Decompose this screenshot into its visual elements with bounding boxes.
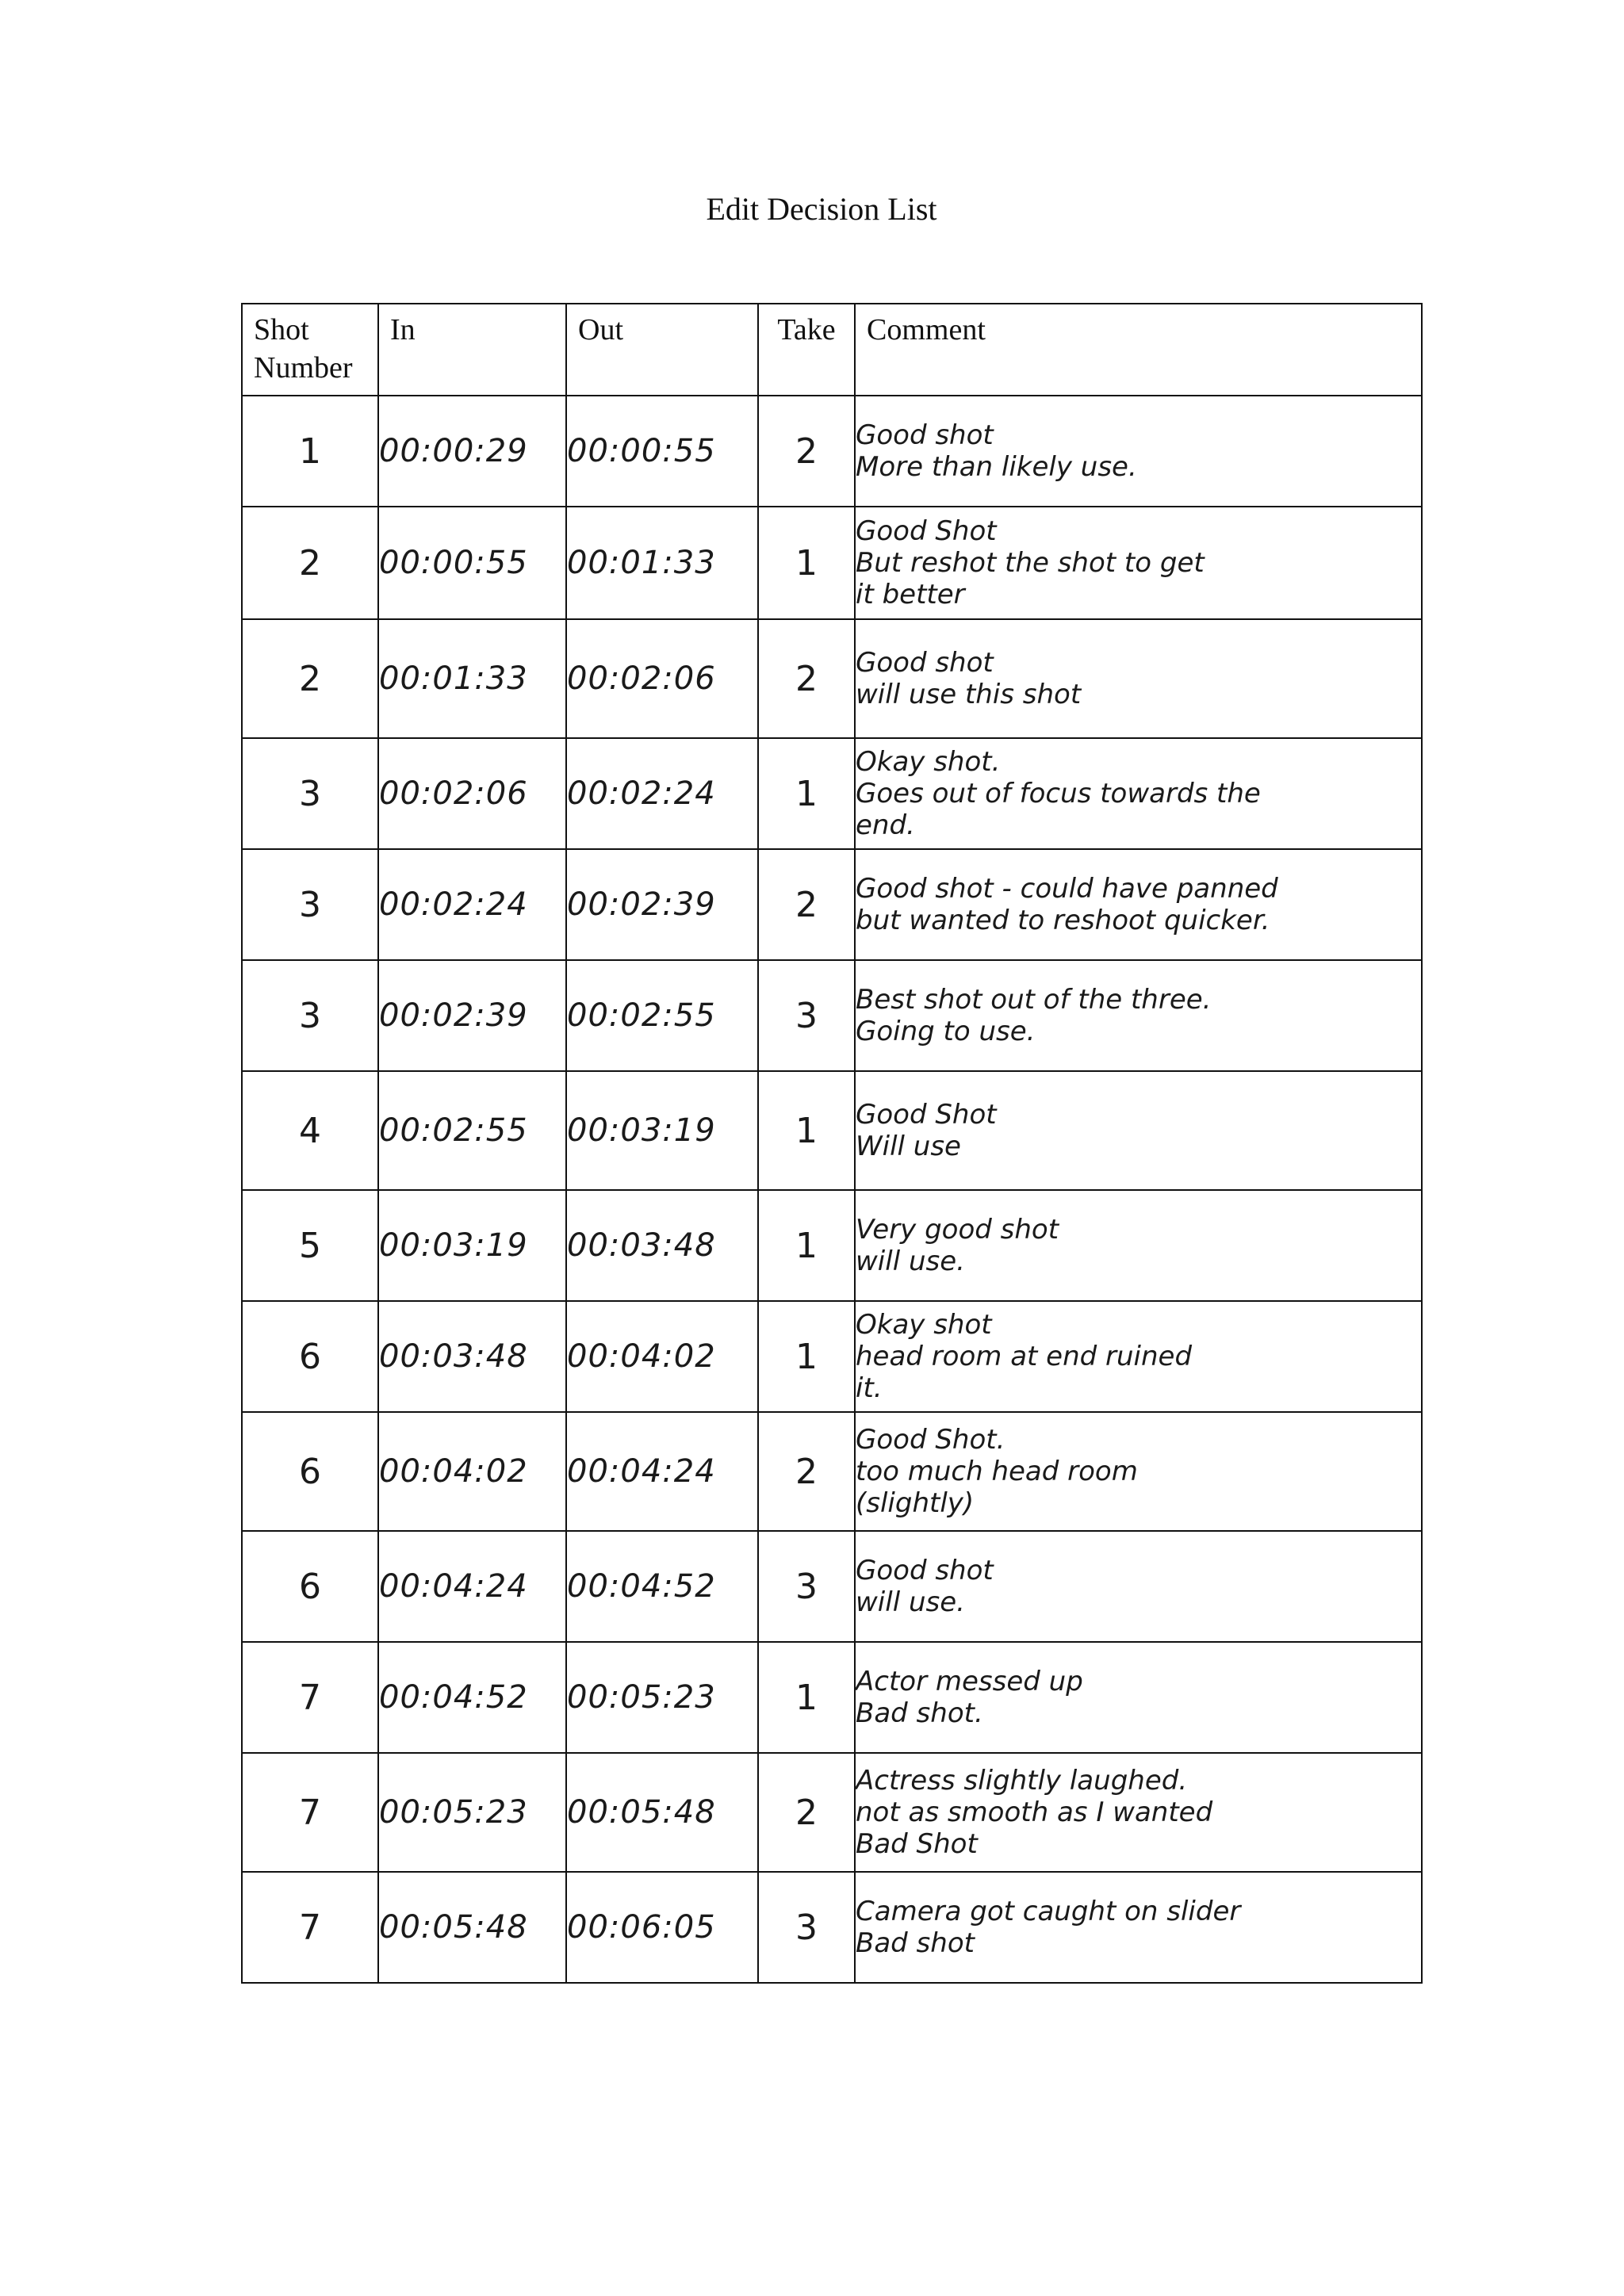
table-row <box>242 396 1422 507</box>
comment-line: Okay shot. <box>856 746 1001 778</box>
take-cell: 2 <box>758 849 855 960</box>
take-cell: 2 <box>758 1753 855 1872</box>
take-cell: 1 <box>758 507 855 619</box>
shot-number-cell: 6 <box>242 1412 378 1531</box>
comment-cell <box>855 1301 1422 1412</box>
take-cell: 3 <box>758 960 855 1071</box>
page-title: Edit Decision List <box>706 191 937 227</box>
comment-line: Good Shot. <box>856 1424 1005 1456</box>
comment-line: Camera got caught on slider <box>856 1896 1241 1927</box>
comment-line: it. <box>856 1372 883 1404</box>
comment-line: but wanted to reshoot quicker. <box>856 905 1270 936</box>
take-cell: 3 <box>758 1531 855 1642</box>
comment-line: (slightly) <box>856 1487 975 1519</box>
take-cell: 1 <box>758 738 855 849</box>
shot-number-cell: 3 <box>242 738 378 849</box>
header-take: Take <box>758 304 855 396</box>
comment-cell <box>855 619 1422 738</box>
comment-line: Will use <box>856 1131 961 1162</box>
in-timecode-cell: 00:04:52 <box>378 1642 566 1753</box>
table-row <box>242 1301 1422 1412</box>
shot-number-cell: 7 <box>242 1753 378 1872</box>
comment-cell <box>855 1412 1422 1531</box>
take-cell: 1 <box>758 1642 855 1753</box>
comment-line: Bad Shot <box>856 1828 978 1860</box>
in-timecode-cell: 00:02:06 <box>378 738 566 849</box>
in-timecode-cell: 00:05:48 <box>378 1872 566 1983</box>
table-body <box>242 396 1422 1983</box>
table-row <box>242 1071 1422 1190</box>
out-timecode-cell: 00:02:39 <box>566 849 758 960</box>
table-row <box>242 849 1422 960</box>
table-row <box>242 507 1422 619</box>
comment-line: Going to use. <box>856 1016 1036 1047</box>
out-timecode-cell: 00:04:52 <box>566 1531 758 1642</box>
in-timecode-cell: 00:00:55 <box>378 507 566 619</box>
take-cell: 2 <box>758 396 855 507</box>
take-cell: 1 <box>758 1301 855 1412</box>
out-timecode-cell: 00:02:06 <box>566 619 758 738</box>
comment-cell <box>855 1642 1422 1753</box>
header-shot-number: Shot Number <box>242 304 378 396</box>
table-row <box>242 738 1422 849</box>
header-in: In <box>378 304 566 396</box>
comment-line: head room at end ruined <box>856 1341 1193 1372</box>
comment-cell <box>855 849 1422 960</box>
in-timecode-cell: 00:00:29 <box>378 396 566 507</box>
comment-line: Good shot <box>856 1555 994 1586</box>
in-timecode-cell: 00:03:48 <box>378 1301 566 1412</box>
comment-line: Actress slightly laughed. <box>856 1765 1188 1797</box>
table-row <box>242 1531 1422 1642</box>
shot-number-cell: 2 <box>242 619 378 738</box>
comment-line: Bad shot. <box>856 1697 983 1729</box>
in-timecode-cell: 00:04:24 <box>378 1531 566 1642</box>
out-timecode-cell: 00:05:23 <box>566 1642 758 1753</box>
edit-decision-table <box>241 303 1423 1984</box>
shot-number-cell: 7 <box>242 1872 378 1983</box>
comment-line: But reshot the shot to get <box>856 547 1205 579</box>
out-timecode-cell: 00:03:19 <box>566 1071 758 1190</box>
out-timecode-cell: 00:02:24 <box>566 738 758 849</box>
shot-number-cell: 1 <box>242 396 378 507</box>
in-timecode-cell: 00:02:39 <box>378 960 566 1071</box>
out-timecode-cell: 00:04:02 <box>566 1301 758 1412</box>
in-timecode-cell: 00:04:02 <box>378 1412 566 1531</box>
table-row <box>242 1190 1422 1301</box>
comment-cell <box>855 738 1422 849</box>
comment-line: Good Shot <box>856 515 997 547</box>
shot-number-cell: 3 <box>242 960 378 1071</box>
shot-number-cell: 5 <box>242 1190 378 1301</box>
header-comment: Comment <box>855 304 1422 396</box>
take-cell: 2 <box>758 1412 855 1531</box>
take-cell: 3 <box>758 1872 855 1983</box>
comment-cell <box>855 1872 1422 1983</box>
in-timecode-cell: 00:05:23 <box>378 1753 566 1872</box>
header-out: Out <box>566 304 758 396</box>
comment-line: Good shot <box>856 647 994 679</box>
out-timecode-cell: 00:04:24 <box>566 1412 758 1531</box>
comment-cell <box>855 396 1422 507</box>
out-timecode-cell: 00:02:55 <box>566 960 758 1071</box>
comment-line: More than likely use. <box>856 451 1137 483</box>
table-row <box>242 619 1422 738</box>
out-timecode-cell: 00:06:05 <box>566 1872 758 1983</box>
take-cell: 2 <box>758 619 855 738</box>
shot-number-cell: 7 <box>242 1642 378 1753</box>
out-timecode-cell: 00:03:48 <box>566 1190 758 1301</box>
out-timecode-cell: 00:00:55 <box>566 396 758 507</box>
shot-number-cell: 4 <box>242 1071 378 1190</box>
comment-cell <box>855 960 1422 1071</box>
comment-cell <box>855 1753 1422 1872</box>
comment-cell <box>855 1071 1422 1190</box>
in-timecode-cell: 00:03:19 <box>378 1190 566 1301</box>
in-timecode-cell: 00:02:55 <box>378 1071 566 1190</box>
comment-cell <box>855 1190 1422 1301</box>
table-row <box>242 1753 1422 1872</box>
comment-line: it better <box>856 579 965 610</box>
comment-line: Best shot out of the three. <box>856 984 1212 1016</box>
comment-line: will use. <box>856 1586 965 1618</box>
take-cell: 1 <box>758 1190 855 1301</box>
comment-line: Bad shot <box>856 1927 975 1959</box>
shot-number-cell: 2 <box>242 507 378 619</box>
out-timecode-cell: 00:05:48 <box>566 1753 758 1872</box>
shot-number-cell: 3 <box>242 849 378 960</box>
comment-line: will use this shot <box>856 679 1082 710</box>
table-row <box>242 1872 1422 1983</box>
in-timecode-cell: 00:01:33 <box>378 619 566 738</box>
comment-line: Good shot <box>856 419 994 451</box>
comment-line: Good shot - could have panned <box>856 873 1278 905</box>
comment-line: will use. <box>856 1246 965 1277</box>
comment-line: Okay shot <box>856 1309 992 1341</box>
comment-line: Actor messed up <box>856 1666 1083 1697</box>
comment-line: not as smooth as I wanted <box>856 1797 1213 1828</box>
table-row <box>242 1642 1422 1753</box>
comment-line: too much head room <box>856 1456 1138 1487</box>
comment-cell <box>855 1531 1422 1642</box>
comment-cell <box>855 507 1422 619</box>
table-header-row <box>242 304 1422 396</box>
shot-number-cell: 6 <box>242 1301 378 1412</box>
table-row <box>242 1412 1422 1531</box>
in-timecode-cell: 00:02:24 <box>378 849 566 960</box>
comment-line: Good Shot <box>856 1099 997 1131</box>
table-row <box>242 960 1422 1071</box>
comment-line: Very good shot <box>856 1214 1059 1246</box>
comment-line: end. <box>856 809 915 841</box>
shot-number-cell: 6 <box>242 1531 378 1642</box>
comment-line: Goes out of focus towards the <box>856 778 1261 809</box>
take-cell: 1 <box>758 1071 855 1190</box>
out-timecode-cell: 00:01:33 <box>566 507 758 619</box>
